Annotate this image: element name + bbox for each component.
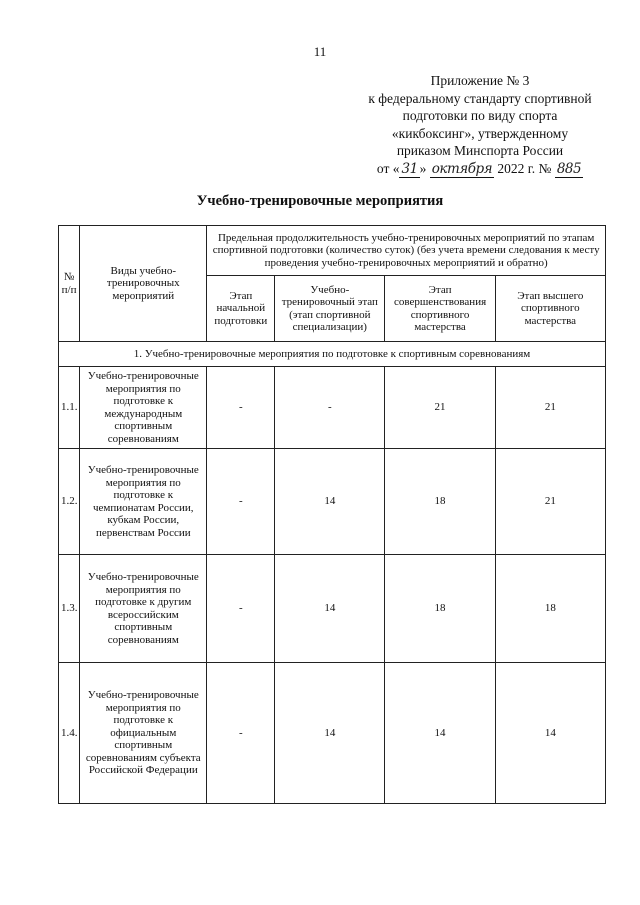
appendix-line-4: «кикбоксинг», утвержденному <box>391 125 569 141</box>
appendix-line-1: Приложение № 3 <box>430 73 530 88</box>
table-row <box>59 555 606 663</box>
row-number: 1.4. <box>59 663 80 804</box>
row-value-improvement: 14 <box>385 663 495 804</box>
appendix-line-2: к федеральному стандарту спортивной <box>368 90 592 106</box>
table-row <box>59 663 606 804</box>
header-stage-highest: Этап высшего спортивного мастерства <box>495 276 605 342</box>
header-stage-initial: Этап начальной подготовки <box>207 276 275 342</box>
appendix-line-5: приказом Минспорта России <box>396 143 564 158</box>
row-kind: Учебно-тренировочные мероприятия по подготовке к международным спортивным соревнованиям <box>80 367 207 449</box>
row-value-improvement: 18 <box>385 555 495 663</box>
row-number: 1.2. <box>59 449 80 555</box>
header-kind: Виды учебно-тренировочных мероприятий <box>80 226 207 342</box>
date-year: 2022 г. № <box>497 160 552 176</box>
row-kind: Учебно-тренировочные мероприятия по подготовке к официальным спортивным соревнованиям субъекта Российской Федерации <box>80 663 207 804</box>
training-events-table <box>58 225 606 804</box>
row-number: 1.3. <box>59 555 80 663</box>
header-stage-training: Учебно-тренировочный этап (этап спортивной специализации) <box>275 276 385 342</box>
row-kind: Учебно-тренировочные мероприятия по подготовке к другим всероссийским спортивным соревнованиям <box>80 555 207 663</box>
row-value-initial: - <box>207 367 275 449</box>
row-kind: Учебно-тренировочные мероприятия по подготовке к чемпионатам России, кубкам России, первенствам России <box>80 449 207 555</box>
row-value-initial: - <box>207 555 275 663</box>
section-heading: 1. Учебно-тренировочные мероприятия по подготовке к спортивным соревнованиям <box>59 342 606 367</box>
appendix-date-line <box>320 160 640 179</box>
handwritten-order-number: 885 <box>556 160 582 177</box>
appendix-line-3: подготовки по виду спорта <box>402 108 558 123</box>
table-row <box>59 449 606 555</box>
table-row <box>59 367 606 449</box>
row-value-highest: 18 <box>495 555 605 663</box>
header-duration-group: Предельная продолжительность учебно-тренировочных мероприятий по этапам спортивной подготовки (количество суток) (без учета времени следования к месту проведения учебно-тренировочных мероприятий и обратно) <box>207 226 606 276</box>
page-number: 11 <box>313 44 327 59</box>
row-value-highest: 21 <box>495 449 605 555</box>
row-value-initial: - <box>207 663 275 804</box>
handwritten-day: 31 <box>401 160 418 177</box>
row-value-training: 14 <box>275 555 385 663</box>
handwritten-month: октября <box>431 160 493 177</box>
row-number: 1.1. <box>59 367 80 449</box>
row-value-highest: 14 <box>495 663 605 804</box>
header-number: № п/п <box>59 226 80 342</box>
row-value-improvement: 21 <box>385 367 495 449</box>
row-value-highest: 21 <box>495 367 605 449</box>
date-mid: » <box>419 160 427 176</box>
header-stage-improvement: Этап совершенствования спортивного мастерства <box>385 276 495 342</box>
row-value-improvement: 18 <box>385 449 495 555</box>
document-title: Учебно-тренировочные мероприятия <box>196 193 444 209</box>
row-value-training: 14 <box>275 663 385 804</box>
appendix-block <box>320 72 640 178</box>
row-value-training: 14 <box>275 449 385 555</box>
date-prefix: от « <box>376 160 400 176</box>
row-value-initial: - <box>207 449 275 555</box>
row-value-training: - <box>275 367 385 449</box>
